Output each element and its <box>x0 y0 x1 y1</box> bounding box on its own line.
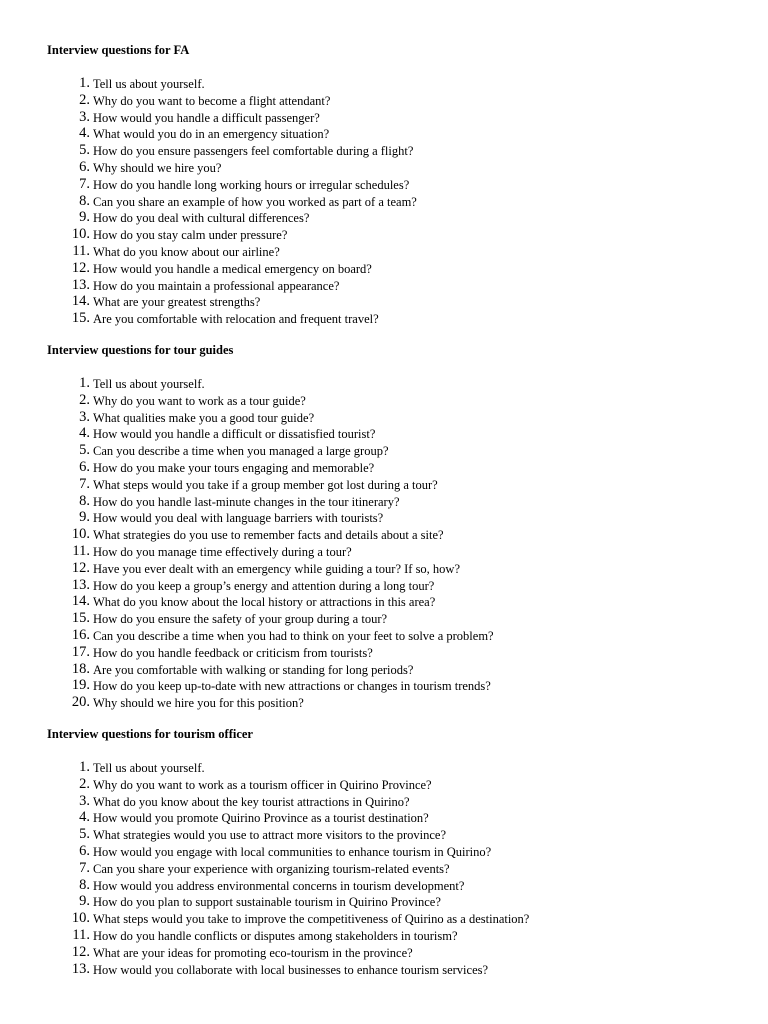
question-number: 13. <box>71 960 90 977</box>
question-number: 14. <box>71 293 90 310</box>
question-text: How do you make your tours engaging and memorable? <box>93 460 375 475</box>
question-text: What do you know about the local history or attractions in this area? <box>93 595 436 610</box>
question-number: 14. <box>71 593 90 610</box>
question-text: What steps would you take if a group member got lost during a tour? <box>93 477 438 492</box>
question-number: 9. <box>79 509 90 526</box>
section-heading: Interview questions for tourism officer <box>47 727 253 741</box>
question-number: 5. <box>79 442 90 459</box>
question-number: 11. <box>72 542 90 559</box>
question-number: 8. <box>79 876 90 893</box>
question-text: How do you keep a group’s energy and attention during a long tour? <box>93 578 435 593</box>
question-text: Tell us about yourself. <box>93 77 205 91</box>
question-text: How do you handle conflicts or disputes among stakeholders in tourism? <box>93 928 458 943</box>
question-text: How do you handle long working hours or irregular schedules? <box>93 177 410 192</box>
question-number: 3. <box>79 108 90 125</box>
question-number: 13. <box>71 576 90 593</box>
question-number: 11. <box>72 242 90 259</box>
question-number: 10. <box>71 526 90 543</box>
question-text: What would you do in an emergency situation? <box>93 127 330 142</box>
question-number: 4. <box>79 425 90 442</box>
question-number: 7. <box>79 175 90 192</box>
question-text: Have you ever dealt with an emergency while guiding a tour? If so, how? <box>93 561 461 576</box>
question-number: 5. <box>79 142 90 159</box>
question-number: 8. <box>79 192 90 209</box>
question-text: How do you stay calm under pressure? <box>93 228 288 243</box>
section-heading: Interview questions for tour guides <box>47 343 234 357</box>
question-number: 15. <box>71 610 90 627</box>
question-number: 1. <box>79 75 90 91</box>
question-text: What do you know about the key tourist attractions in Quirino? <box>93 794 410 809</box>
question-number: 10. <box>71 910 90 927</box>
question-text: What do you know about our airline? <box>93 244 280 259</box>
section-heading: Interview questions for FA <box>47 43 190 57</box>
question-number: 11. <box>72 926 90 943</box>
question-number: 12. <box>71 259 90 276</box>
question-number: 1. <box>79 759 90 775</box>
question-text: How would you address environmental concerns in tourism development? <box>93 878 465 893</box>
question-number: 7. <box>79 475 90 492</box>
question-text: How do you deal with cultural differences? <box>93 211 310 226</box>
question-number: 1. <box>79 375 90 391</box>
question-number: 3. <box>79 408 90 425</box>
question-text: How do you keep up-to-date with new attractions or changes in tourism trends? <box>93 679 491 694</box>
question-number: 2. <box>79 391 90 408</box>
question-number: 12. <box>71 559 90 576</box>
question-text: What qualities make you a good tour guide? <box>93 410 315 425</box>
question-number: 17. <box>71 643 90 660</box>
question-text: How do you handle last-minute changes in the tour itinerary? <box>93 494 400 509</box>
question-text: Tell us about yourself. <box>93 761 205 775</box>
question-text: Can you describe a time when you managed a large group? <box>93 444 389 459</box>
question-number: 6. <box>79 842 90 859</box>
question-number: 16. <box>71 626 90 643</box>
question-text: How do you maintain a professional appearance? <box>93 278 340 293</box>
question-text: How would you handle a difficult passenger? <box>93 110 320 125</box>
question-text: What are your greatest strengths? <box>93 295 261 310</box>
question-text: How would you handle a difficult or dissatisfied tourist? <box>93 427 376 442</box>
question-text: How would you deal with language barriers with tourists? <box>93 511 384 526</box>
question-number: 8. <box>79 492 90 509</box>
question-text: How do you plan to support sustainable tourism in Quirino Province? <box>93 895 441 910</box>
question-number: 15. <box>71 310 90 327</box>
question-number: 6. <box>79 458 90 475</box>
question-text: How do you ensure passengers feel comfortable during a flight? <box>93 144 414 159</box>
question-number: 10. <box>71 226 90 243</box>
question-text: Can you describe a time when you had to think on your feet to solve a problem? <box>93 628 494 643</box>
question-text: How would you handle a medical emergency on board? <box>93 261 372 276</box>
question-text: What are your ideas for promoting eco-tourism in the province? <box>93 945 413 960</box>
question-text: Why should we hire you? <box>93 160 222 175</box>
question-number: 19. <box>71 677 90 694</box>
question-text: Can you share your experience with organizing tourism-related events? <box>93 861 450 876</box>
question-number: 2. <box>79 91 90 108</box>
question-number: 3. <box>79 792 90 809</box>
question-number: 7. <box>79 859 90 876</box>
question-number: 12. <box>71 943 90 960</box>
question-text: How do you handle feedback or criticism from tourists? <box>93 645 373 660</box>
question-text: How would you engage with local communities to enhance tourism in Quirino? <box>93 844 492 859</box>
question-text: Why should we hire you for this position? <box>93 696 304 711</box>
question-text: How do you ensure the safety of your group during a tour? <box>93 612 388 627</box>
question-text: How would you promote Quirino Province as a tourist destination? <box>93 811 429 826</box>
question-number: 2. <box>79 775 90 792</box>
question-text: What steps would you take to improve the competitiveness of Quirino as a destination? <box>93 912 530 927</box>
question-text: Why do you want to become a flight attendant? <box>93 93 331 108</box>
question-number: 13. <box>71 276 90 293</box>
question-text: Why do you want to work as a tourism officer in Quirino Province? <box>93 777 432 792</box>
question-number: 9. <box>79 209 90 226</box>
question-number: 9. <box>79 893 90 910</box>
question-text: Are you comfortable with walking or standing for long periods? <box>93 662 414 677</box>
question-text: What strategies would you use to attract more visitors to the province? <box>93 828 447 843</box>
question-number: 18. <box>71 660 90 677</box>
question-text: What strategies do you use to remember facts and details about a site? <box>93 528 444 543</box>
question-number: 4. <box>79 125 90 142</box>
question-number: 20. <box>71 694 90 711</box>
question-text: Can you share an example of how you worked as part of a team? <box>93 194 417 209</box>
question-text: Are you comfortable with relocation and frequent travel? <box>93 312 379 327</box>
question-number: 6. <box>79 158 90 175</box>
question-number: 5. <box>79 826 90 843</box>
question-text: Why do you want to work as a tour guide? <box>93 393 306 408</box>
question-text: How would you collaborate with local businesses to enhance tourism services? <box>93 962 489 977</box>
question-text: How do you manage time effectively during a tour? <box>93 544 352 559</box>
question-text: Tell us about yourself. <box>93 377 205 391</box>
question-number: 4. <box>79 809 90 826</box>
